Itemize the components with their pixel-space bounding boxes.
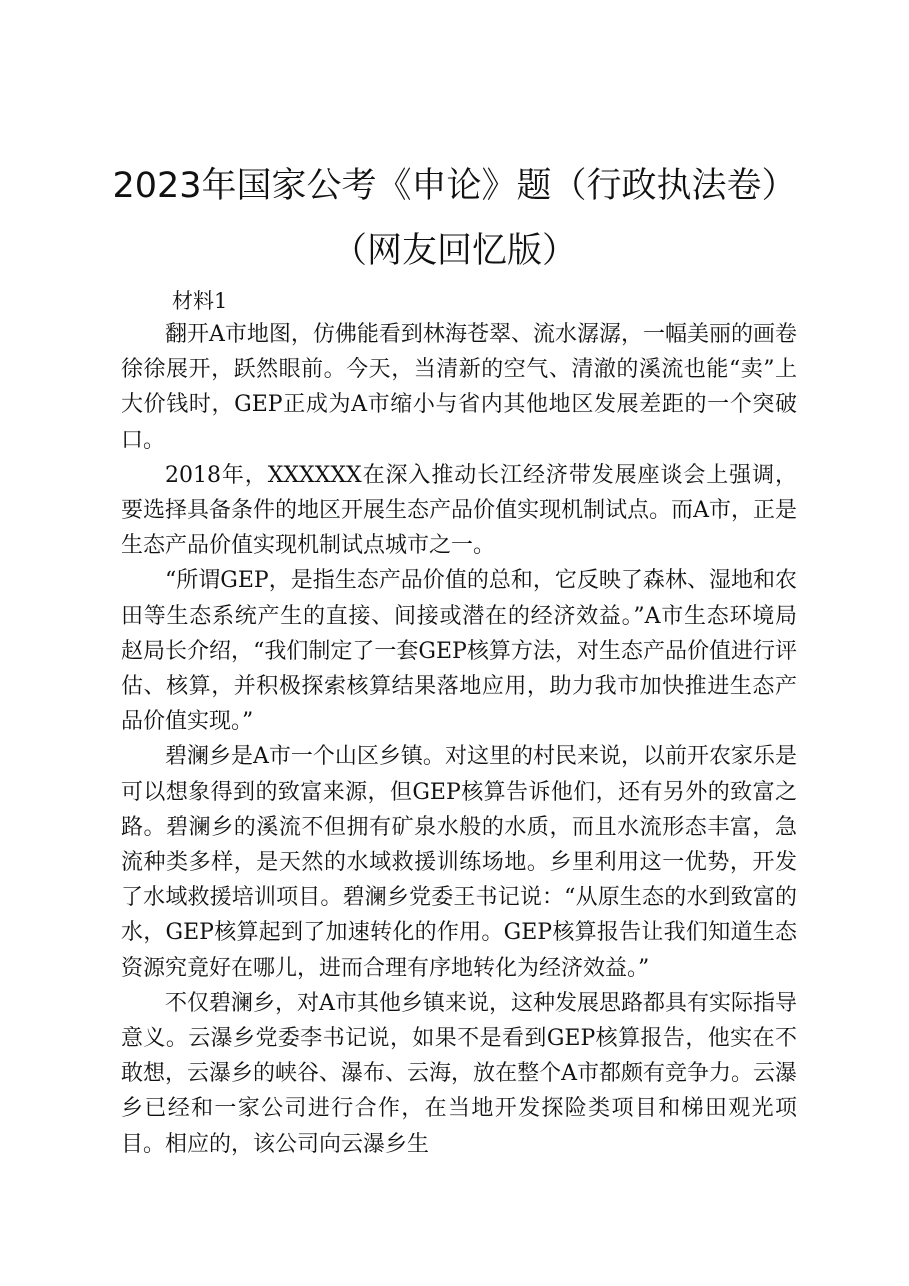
paragraph-3: “所谓GEP，是指生态产品价值的总和，它反映了森林、湿地和农田等生态系统产生的直接、间接或潜在的经济效益。”A市生态环境局赵局长介绍，“我们制定了一套GEP核算方法，对生态产品价值进行评估、核算，并积极探索核算结果落地应用，助力我市加快推进生态产品价值实现。”	[121, 568, 797, 735]
document-title: 2023年国家公考《申论》题（行政执法卷）	[112, 166, 797, 206]
section-label: 材料1	[172, 289, 228, 313]
paragraph-5: 不仅碧澜乡，对A市其他乡镇来说，这种发展思路都具有实际指导意义。云瀑乡党委李书记说，如果不是看到GEP核算报告，他实在不敢想，云瀑乡的峡谷、瀑布、云海，放在整个A市都颇有竞争力。云瀑乡已经和一家公司进行合作，在当地开发探险类项目和梯田观光项目。相应的，该公司向云瀑乡生	[121, 990, 797, 1157]
body-text	[121, 317, 797, 1162]
document-subtitle: （网友回忆版）	[331, 231, 577, 271]
paragraph-2: 2018年，XXXXXX在深入推动长江经济带发展座谈会上强调，要选择具备条件的地区开展生态产品价值实现机制试点。而A市，正是生态产品价值实现机制试点城市之一。	[121, 462, 797, 559]
paragraph-1: 翻开A市地图，仿佛能看到林海苍翠、流水潺潺，一幅美丽的画卷徐徐展开，跃然眼前。今天，当清新的空气、清澈的溪流也能“卖”上大价钱时，GEP正成为A市缩小与省内其他地区发展差距的一个突破口。	[121, 322, 797, 453]
paragraph-4: 碧澜乡是A市一个山区乡镇。对这里的村民来说，以前开农家乐是可以想象得到的致富来源，但GEP核算告诉他们，还有另外的致富之路。碧澜乡的溪流不但拥有矿泉水般的水质，而且水流形态丰富，急流种类多样，是天然的水域救援训练场地。乡里利用这一优势，开发了水域救援培训项目。碧澜乡党委王书记说：“从原生态的水到致富的水，GEP核算起到了加速转化的作用。GEP核算报告让我们知道生态资源究竟好在哪儿，进而合理有序地转化为经济效益。”	[121, 744, 797, 981]
